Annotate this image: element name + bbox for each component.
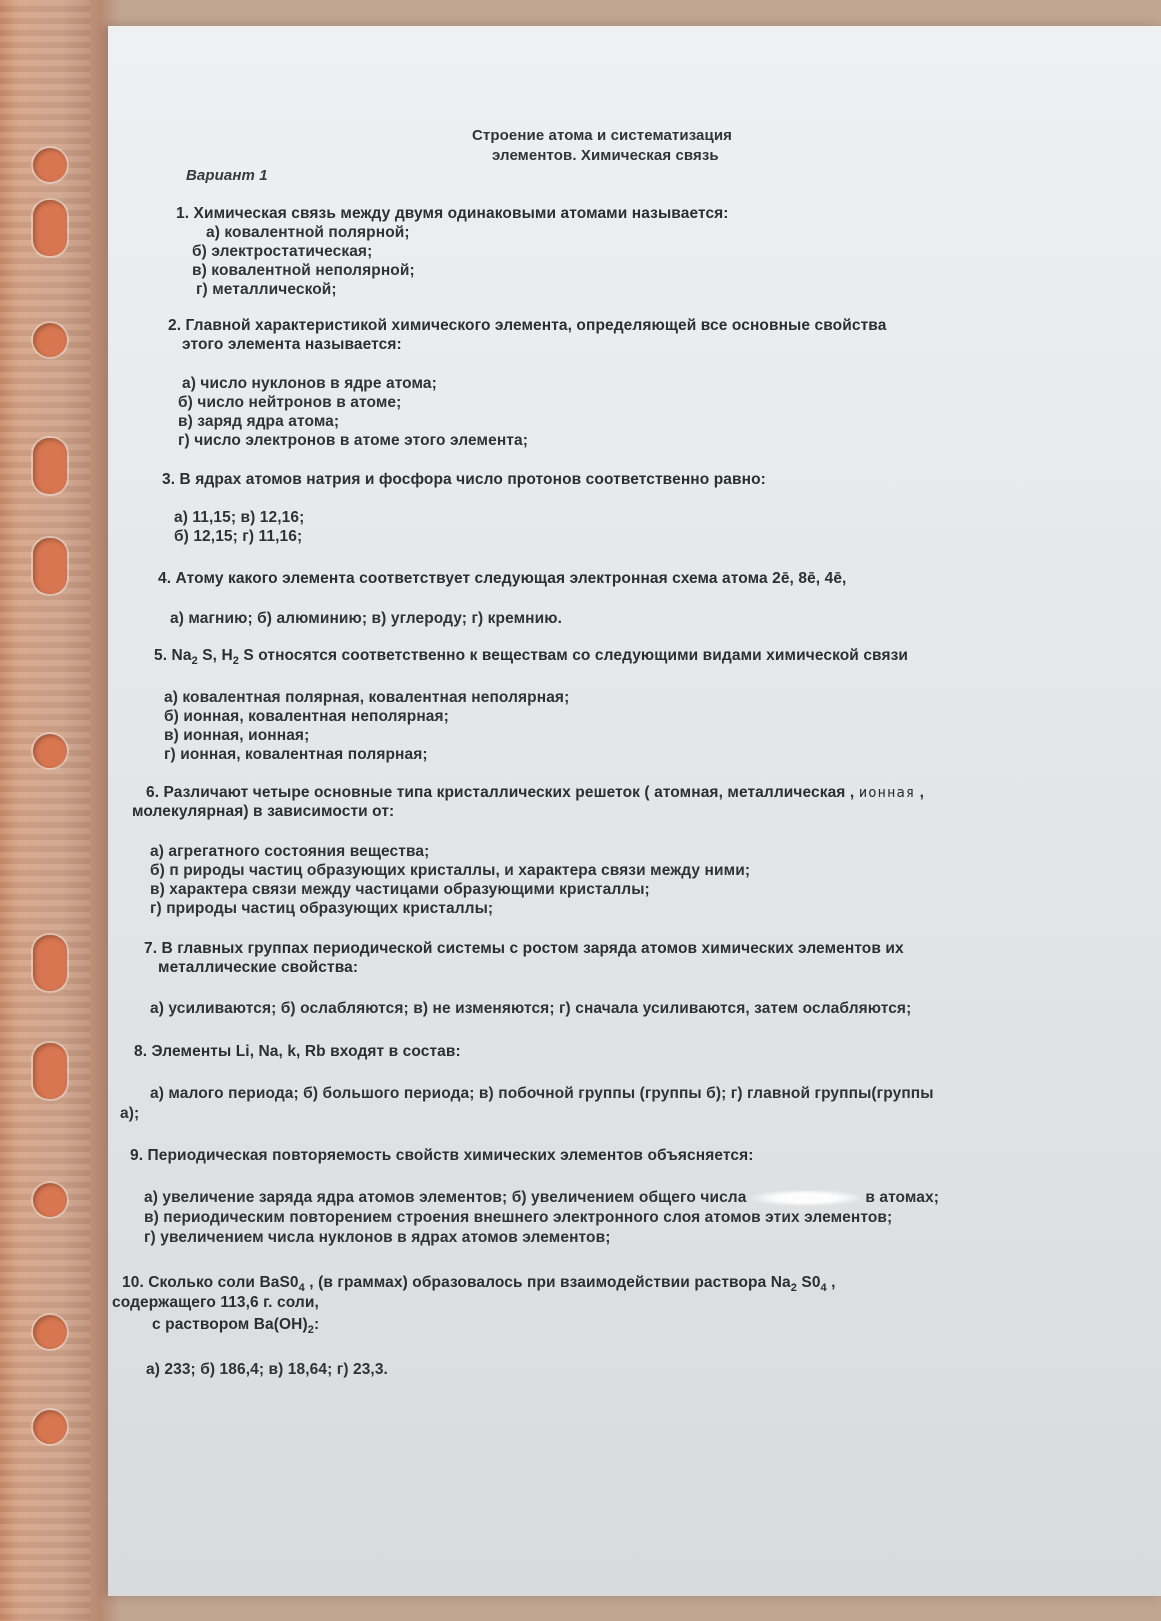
q6-option-b: б) п рироды частиц образующих кристаллы, и характера связи между ними; — [150, 862, 751, 879]
question-5 — [154, 646, 908, 671]
punch-hole — [33, 935, 67, 991]
q2-option-b: б) число нейтронов в атоме; — [178, 394, 402, 411]
q3-options-line2: б) 12,15; г) 11,16; — [174, 528, 303, 545]
question-7-line1: 7. В главных группах периодической системы с ростом заряда атомов химических элементов их — [144, 940, 904, 957]
obscured-text — [751, 1190, 861, 1206]
worksheet-content — [108, 26, 1161, 1596]
q9-text-part: в атомах; — [865, 1189, 939, 1206]
q5-option-d: г) ионная, ковалентная полярная; — [164, 746, 428, 763]
q10-text-part: , (в граммах) образовалось при взаимодействии раствора Na — [304, 1274, 791, 1291]
punch-hole — [33, 538, 67, 594]
q10-text-part: S0 — [796, 1274, 821, 1291]
q5-text-part: S относятся соответственно к веществам со следующими видами химической связи — [238, 647, 909, 664]
question-10-line3 — [152, 1315, 319, 1340]
question-2-line2: этого элемента называется: — [182, 336, 402, 353]
punch-hole — [33, 148, 67, 182]
q9-text-part: а) увеличение заряда ядра атомов элементов; б) увеличением общего числа — [144, 1189, 747, 1206]
q7-options: а) усиливаются; б) ослабляются; в) не изменяются; г) сначала усиливаются, затем ослабляются; — [150, 1000, 912, 1017]
punch-hole — [33, 1410, 67, 1444]
punch-hole — [33, 1043, 67, 1099]
punch-hole — [33, 438, 67, 494]
q10-text-part: , — [826, 1274, 836, 1291]
q6-text-part: 6. Различают четыре основные типа кристаллических решеток ( атомная, металлическая , — [146, 784, 855, 801]
punch-hole — [33, 1315, 67, 1349]
q1-option-a: а) ковалентной полярной; — [206, 224, 410, 241]
variant-label: Вариант 1 — [186, 167, 268, 184]
question-4: 4. Атому какого элемента соответствует следующая электронная схема атома 2ē, 8ē, 4ē, — [158, 570, 847, 587]
punch-hole — [33, 1183, 67, 1217]
punch-hole — [33, 734, 67, 768]
q1-option-d: г) металлической; — [196, 281, 337, 298]
q5-subscript: 2 — [191, 655, 198, 667]
q9-option-b: в) периодическим повторением строения внешнего электронного слоя атомов этих элементов; — [144, 1209, 893, 1226]
q8-options-line1: а) малого периода; б) большого периода; в) побочной группы (группы б); г) главной группы(группы — [150, 1085, 934, 1102]
question-7-line2: металлические свойства: — [158, 959, 359, 976]
question-3: 3. В ядрах атомов натрия и фосфора число протонов соответственно равно: — [162, 471, 766, 488]
q5-option-a: а) ковалентная полярная, ковалентная неполярная; — [164, 689, 570, 706]
q10-text-part: 10. Сколько соли BaS0 — [122, 1274, 299, 1291]
q10-text-part: с раствором Ba(OH) — [152, 1316, 308, 1333]
q1-option-b: б) электростатическая; — [192, 243, 373, 260]
question-10-line2: содержащего 113,6 г. соли, — [112, 1294, 319, 1311]
q10-subscript: 4 — [298, 1282, 305, 1294]
document-title-line1: Строение атома и систематизация — [472, 127, 732, 144]
q5-option-c: в) ионная, ионная; — [164, 727, 310, 744]
q6-option-c: в) характера связи между частицами образующими кристаллы; — [150, 881, 650, 898]
q2-option-d: г) число электронов в атоме этого элемента; — [178, 432, 528, 449]
punch-hole — [33, 323, 67, 357]
document-title-line2: элементов. Химическая связь — [492, 147, 719, 164]
handwritten-word: ионная — [858, 785, 916, 801]
q5-text-part: 5. Na — [154, 647, 192, 664]
q5-text-part: S, H — [197, 647, 233, 664]
question-1: 1. Химическая связь между двумя одинаковыми атомами называется: — [176, 205, 729, 222]
punch-hole — [33, 200, 67, 256]
q10-subscript: 2 — [790, 1282, 797, 1294]
q10-options: а) 233; б) 186,4; в) 18,64; г) 23,3. — [146, 1361, 388, 1378]
q10-text-part: : — [313, 1316, 320, 1333]
q2-option-c: в) заряд ядра атома; — [178, 413, 340, 430]
q4-options: а) магнию; б) алюминию; в) углероду; г) кремнию. — [170, 610, 563, 627]
q6-option-a: а) агрегатного состояния вещества; — [150, 843, 430, 860]
q9-option-a — [144, 1188, 939, 1207]
question-6-line2: молекулярная) в зависимости от: — [132, 803, 395, 820]
q1-option-c: в) ковалентной неполярной; — [192, 262, 415, 279]
q5-subscript: 2 — [232, 655, 239, 667]
question-2-line1: 2. Главной характеристикой химического элемента, определяющей все основные свойства — [168, 317, 887, 334]
question-6-line1 — [146, 783, 924, 803]
q5-option-b: б) ионная, ковалентная неполярная; — [164, 708, 449, 725]
question-9: 9. Периодическая повторяемость свойств химических элементов объясняется: — [130, 1147, 754, 1164]
q3-options-line1: а) 11,15; в) 12,16; — [174, 509, 305, 526]
worksheet-page — [108, 26, 1161, 1596]
q10-subscript: 2 — [307, 1324, 314, 1336]
q10-subscript: 4 — [820, 1282, 827, 1294]
question-8: 8. Элементы Li, Na, k, Rb входят в состав: — [134, 1043, 461, 1060]
q6-text-part: , — [915, 784, 925, 801]
q6-option-d: г) природы частиц образующих кристаллы; — [150, 900, 494, 917]
q2-option-a: а) число нуклонов в ядре атома; — [182, 375, 437, 392]
q8-options-line2: а); — [120, 1105, 140, 1122]
q9-option-c: г) увеличением числа нуклонов в ядрах атомов элементов; — [144, 1229, 611, 1246]
